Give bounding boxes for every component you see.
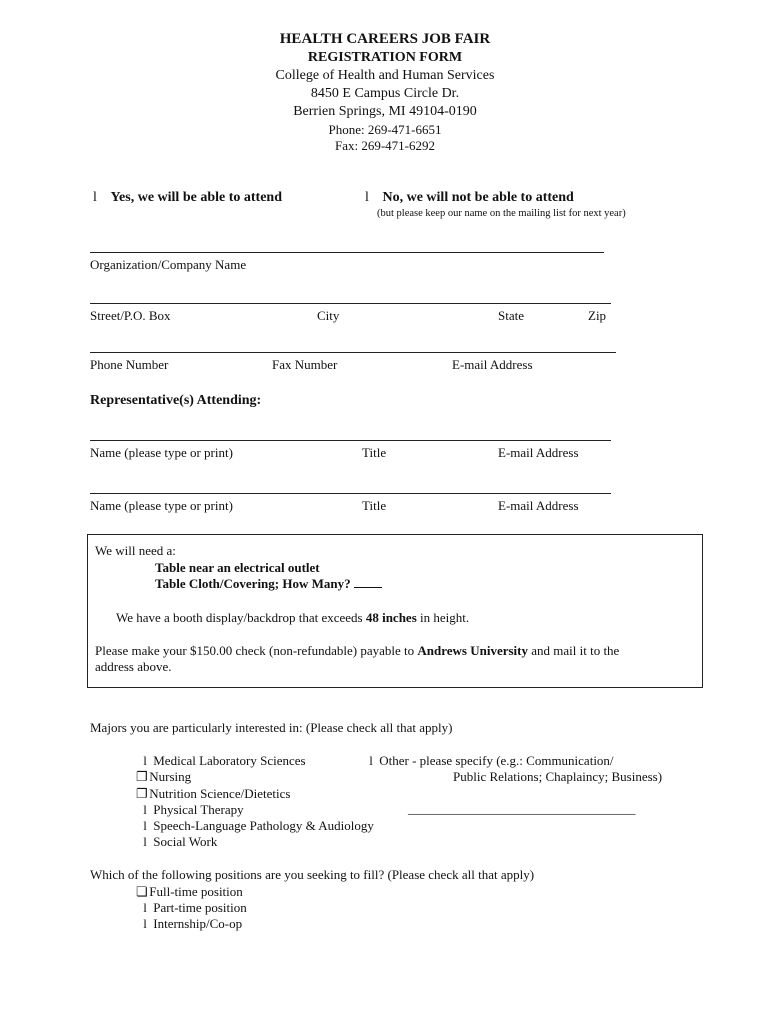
rep1-line[interactable]	[90, 440, 611, 441]
attend-no-option[interactable]	[362, 190, 574, 206]
major-label: Social Work	[153, 834, 218, 849]
booth-text-post: in height.	[416, 610, 470, 625]
phone-label: Phone Number	[90, 357, 169, 372]
major-label: Nutrition Science/Dietetics	[149, 786, 291, 801]
need-table-cloth[interactable]	[155, 576, 382, 592]
cloth-count-blank[interactable]	[354, 577, 382, 588]
city-label: City	[317, 308, 340, 323]
payment-instructions	[95, 643, 619, 659]
org-name-line[interactable]	[90, 252, 604, 253]
major-label: Medical Laboratory Sciences	[153, 753, 306, 768]
email-label: E-mail Address	[452, 357, 533, 372]
majors-question: Majors you are particularly interested in: (Please check all that apply)	[90, 720, 453, 735]
college-name: College of Health and Human Services	[275, 68, 495, 83]
major-speech[interactable]	[140, 818, 374, 834]
booth-height: 48 inches	[365, 610, 417, 625]
street-address: 8450 E Campus Circle Dr.	[310, 86, 460, 101]
payment-instructions-line2: address above.	[95, 659, 172, 674]
needs-intro: We will need a:	[95, 543, 176, 558]
state-label: State	[498, 308, 524, 323]
booth-text-pre: We have a booth display/backdrop that exceeds	[116, 610, 366, 625]
attend-no-note: (but please keep our name on the mailing list for next year)	[377, 208, 626, 219]
rep2-name-label: Name (please type or print)	[90, 498, 233, 513]
major-label: Nursing	[149, 769, 192, 784]
phone-number: Phone: 269-471-6651	[328, 122, 442, 137]
payee-name: Andrews University	[417, 643, 528, 658]
fax-label: Fax Number	[272, 357, 338, 372]
attend-yes-option[interactable]	[90, 190, 282, 206]
attend-yes-label: Yes, we will be able to attend	[110, 190, 282, 205]
position-label: Full-time position	[149, 884, 243, 899]
address-line[interactable]	[90, 303, 611, 304]
major-social-work[interactable]	[140, 834, 217, 850]
booth-statement[interactable]	[116, 610, 469, 626]
no-checkbox-icon[interactable]: l	[365, 190, 369, 205]
form-title: HEALTH CAREERS JOB FAIR	[279, 31, 491, 47]
position-label: Internship/Co-op	[153, 916, 243, 931]
positions-question: Which of the following positions are you seeking to fill? (Please check all that apply)	[90, 867, 535, 882]
full-time-checkbox-icon[interactable]: ❏	[136, 884, 148, 899]
nutrition-checkbox-icon[interactable]: ❐	[136, 786, 148, 801]
medical-lab-checkbox-icon[interactable]: l	[143, 753, 147, 768]
major-physical-therapy[interactable]	[140, 802, 244, 818]
major-nursing[interactable]	[136, 769, 191, 785]
major-other[interactable]	[366, 753, 614, 769]
attend-no-label: No, we will not be able to attend	[382, 190, 574, 205]
other-specify-blank[interactable]: ___________________________________	[408, 801, 636, 816]
major-nutrition[interactable]	[136, 786, 290, 802]
form-subtitle: REGISTRATION FORM	[307, 50, 463, 65]
major-label: Physical Therapy	[153, 802, 244, 817]
rep1-name-label: Name (please type or print)	[90, 445, 233, 460]
rep2-email-label: E-mail Address	[498, 498, 579, 513]
position-internship[interactable]	[140, 916, 242, 932]
major-label: Speech-Language Pathology & Audiology	[153, 818, 374, 833]
internship-checkbox-icon[interactable]: l	[143, 916, 147, 931]
nursing-checkbox-icon[interactable]: ❐	[136, 769, 148, 784]
physical-therapy-checkbox-icon[interactable]: l	[143, 802, 147, 817]
zip-label: Zip	[588, 308, 607, 323]
rep1-email-label: E-mail Address	[498, 445, 579, 460]
rep2-line[interactable]	[90, 493, 611, 494]
representatives-heading: Representative(s) Attending:	[90, 393, 262, 408]
part-time-checkbox-icon[interactable]: l	[143, 900, 147, 915]
other-examples: Public Relations; Chaplaincy; Business)	[453, 769, 663, 784]
payment-text-post: and mail it to the	[527, 643, 620, 658]
speech-checkbox-icon[interactable]: l	[143, 818, 147, 833]
other-label: Other - please specify (e.g.: Communication/	[379, 753, 614, 768]
yes-checkbox-icon[interactable]: l	[93, 190, 97, 205]
social-work-checkbox-icon[interactable]: l	[143, 834, 147, 849]
rep2-title-label: Title	[362, 498, 387, 513]
position-part-time[interactable]	[140, 900, 247, 916]
street-label: Street/P.O. Box	[90, 308, 171, 323]
payment-text-pre: Please make your $150.00 check (non-refundable) payable to	[95, 643, 418, 658]
position-label: Part-time position	[153, 900, 247, 915]
city-state-zip: Berrien Springs, MI 49104-0190	[293, 104, 477, 119]
other-checkbox-icon[interactable]: l	[369, 753, 373, 768]
need-table-cloth-label: Table Cloth/Covering; How Many?	[155, 576, 351, 591]
major-medical-lab[interactable]	[140, 753, 306, 769]
contact-line[interactable]	[90, 352, 616, 353]
position-full-time[interactable]	[136, 884, 243, 900]
need-table-outlet[interactable]: Table near an electrical outlet	[155, 560, 320, 575]
org-name-label: Organization/Company Name	[90, 257, 247, 272]
fax-number: Fax: 269-471-6292	[334, 138, 436, 153]
rep1-title-label: Title	[362, 445, 387, 460]
